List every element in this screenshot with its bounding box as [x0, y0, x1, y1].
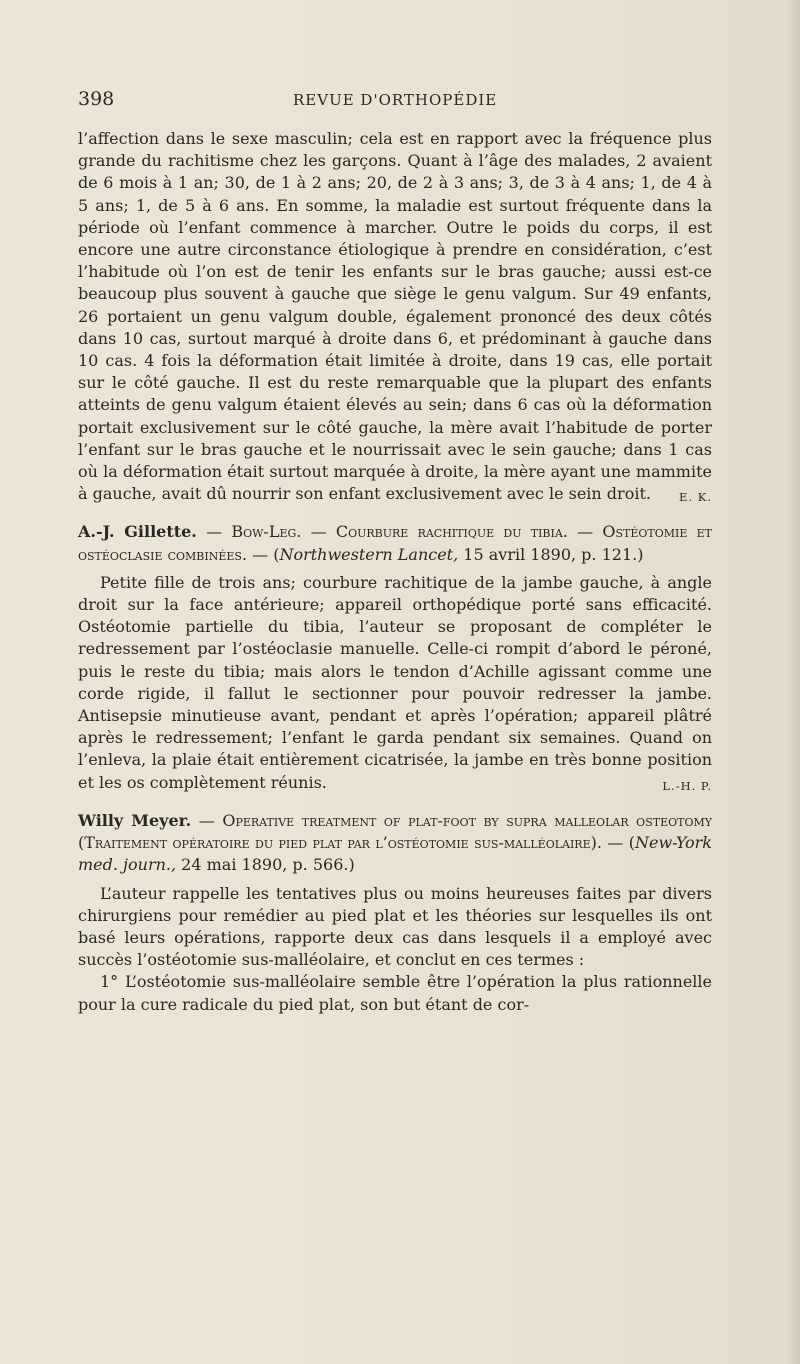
citation-details: 24 mai 1890, p. 566.): [176, 855, 355, 875]
paragraph-text: l’affection dans le sexe masculin; cela est en rapport avec la fréquence plus grande du rachitisme chez les garçons. Quant à l’âge des malades, 2 avaient de 6 mois à 1 an; 30, de 1 à 2 ans; 20, de 2 à 3 ans; 3, de 3 à 4 ans; 1, de 4 à 5 ans; 1, de 5 à 6 ans. En somme, la maladie est surtout fréquente dans la période où l’enfant commence à marcher. Outre le poids du corps, il est encore une autre circonstance étiologique à prendre en considération, c’est l’habitude où l’on est de tenir les enfants sur le bras gauche; aussi est-ce beaucoup plus souvent à gauche que siège le genu valgum. Sur 49 enfants, 26 portaient un genu valgum double, également prononcé des deux côtés dans 10 cas, surtout marqué à droite dans 6, et prédominant à gauche dans 10 cas. 4 fois la déformation était limitée à droite, dans 19 cas, elle portait sur le côté gauche. Il est du reste remarquable que la plupart des enfants atteints de genu valgum étaient élevés au sein; dans 6 cas où la déformation portait exclusivement sur le côté gauche, la mère avait l’habitude de porter l’enfant sur le bras gauche et le nourrissait avec le sein gauche; dans 1 cas où la déformation était surtout marquée à droite, la mère ayant une mammite à gauche, avait dû nourrir son enfant exclusivement avec le sein droit.: [78, 129, 712, 504]
review-entry-body: [78, 971, 712, 1015]
page-edge-shadow: [786, 0, 800, 1364]
paragraph-text: Petite fille de trois ans; courbure rachitique de la jambe gauche, à angle droit sur la face antérieure; appareil orthopédique porté sans efficacité. Ostéotomie partielle du tibia, l’auteur se proposant de compléter le redressement par l’ostéoclasie manuelle. Celle-ci rompit d’abord le péroné, puis le reste du tibia; mais alors le tendon d’Achille agissant comme une corde rigide, il fallut le sectionner pour pouvoir redresser la jambe. Antisepsie minutieuse avant, pendant et après l’opération; appareil plâtré après le redressement; l’enfant le garda pendant six semaines. Quand on l’enleva, la plaie était entièrement cicatrisée, la jambe en très bonne position et les os complètement réunis.: [78, 572, 712, 792]
running-head: REVUE D'ORTHOPÉDIE: [293, 91, 498, 109]
review-author: Willy Meyer.: [78, 810, 192, 830]
citation-details: 15 avril 1890, p. 121.): [458, 544, 644, 564]
review-entry-body: [78, 572, 712, 794]
page-header: [78, 88, 712, 114]
page-number: 398: [78, 88, 115, 110]
review-title: — Bow-Leg. — Courbure rachitique du tibia. — Ostéotomie et ostéoclasie combinées. — (: [78, 522, 712, 564]
author-initials: E. K.: [679, 490, 712, 505]
paragraph-text: 1° L’ostéotomie sus-malléolaire semble être l’opération la plus rationnelle pour la cure radicale du pied plat, son but étant de cor-: [78, 972, 712, 1014]
review-entry-body: [78, 883, 712, 972]
review-author: A.-J. Gillette.: [78, 522, 197, 542]
review-entry-heading: [78, 521, 712, 565]
author-initials: L.-H. P.: [662, 778, 712, 793]
review-entry-heading: [78, 810, 712, 877]
page-body: [78, 128, 712, 1016]
review-title: — Operative treatment of plat-foot by supra malleolar osteotomy (Traitement opératoire du pied plat par l’ostéotomie sus-malléolaire). — (: [78, 810, 712, 853]
paragraph-continuation: [78, 128, 712, 505]
paragraph-text: L’auteur rappelle les tentatives plus ou moins heureuses faites par divers chirurgiens pour remédier au pied plat et les théories sur lesquelles ils ont basé leurs opérations, rapporte deux cas dans lesquels il a employé avec succès l’ostéotomie sus-malléolaire, et conclut en ces termes :: [78, 883, 712, 970]
journal-name: Northwestern Lancet,: [279, 544, 459, 564]
journal-name: New-York med. journ.,: [78, 833, 712, 875]
